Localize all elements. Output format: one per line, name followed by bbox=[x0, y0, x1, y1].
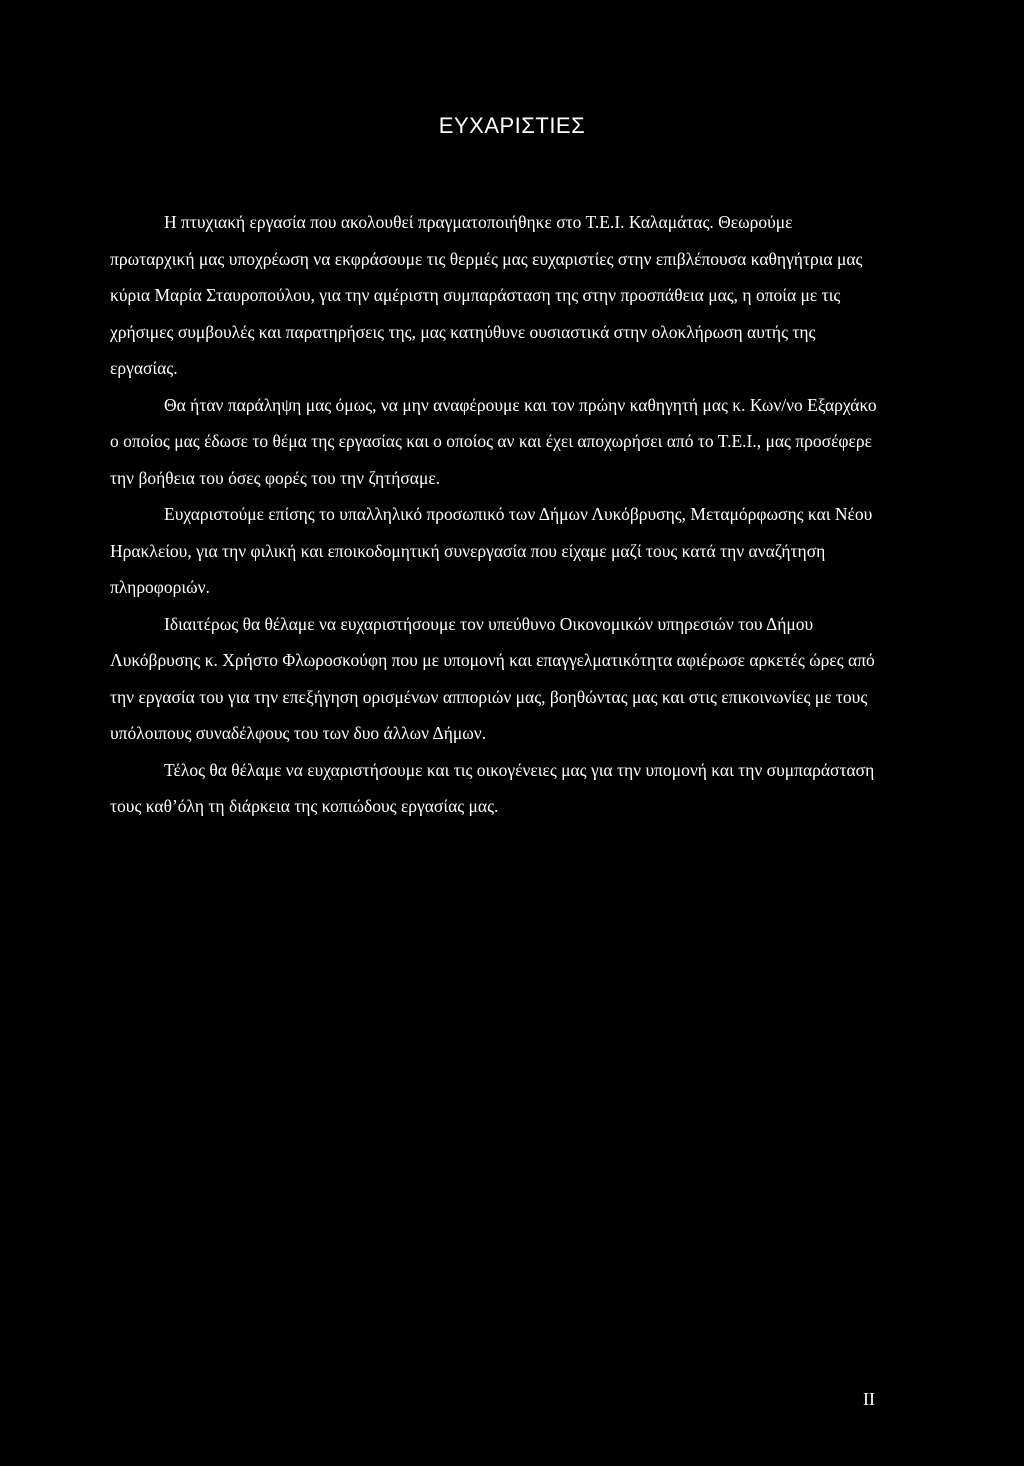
paragraph-3: Ευχαριστούμε επίσης το υπαλληλικό προσωπικό των Δήμων Λυκόβρυσης, Μεταμόρφωσης και Νέου Ηρακλείου, για την φιλική και εποικοδομητική συνεργασία που είχαμε μαζί τους κατά την αναζήτηση πληροφοριών. bbox=[110, 504, 873, 597]
acknowledgements-body bbox=[110, 204, 880, 825]
paragraph-5: Τέλος θα θέλαμε να ευχαριστήσουμε και τις οικογένειες μας για την υπομονή και την συμπαράσταση τους καθ’όλη τη διάρκεια της κοπιώδους εργασίας μας. bbox=[110, 759, 875, 816]
paragraph-1: Η πτυχιακή εργασία που ακολουθεί πραγματοποιήθηκε στο Τ.Ε.Ι. Καλαμάτας. Θεωρούμε πρωταρχική μας υποχρέωση να εκφράσουμε τις θερμές μας ευχαριστίες στην επιβλέπουσα καθηγήτρια μας κύρια Μαρία Σταυροπούλου, για την αμέριστη συμπαράσταση της στην προσπάθεια μας, η οποία με τις χρήσιμες συμβουλές και παρατηρήσεις της, μας κατηύθυνε ουσιαστικά στην ολοκλήρωση αυτής της εργασίας. bbox=[110, 212, 863, 378]
paragraph-2: Θα ήταν παράληψη μας όμως, να μην αναφέρουμε και τον πρώην καθηγητή μας κ. Κων/νο Εξαρχάκο ο οποίος μας έδωσε το θέμα της εργασίας και ο οποίος αν και έχει αποχωρήσει από το Τ.Ε.Ι., μας προσέφερε την βοήθεια του όσες φορές του την ζητήσαμε. bbox=[110, 394, 877, 488]
page-number: II bbox=[863, 1389, 875, 1409]
paragraph-4: Ιδιαιτέρως θα θέλαμε να ευχαριστήσουμε τον υπεύθυνο Οικονομικών υπηρεσιών του Δήμου Λυκόβρυσης κ. Χρήστο Φλωροσκούφη που με υπομονή και επαγγελματικότητα αφιέρωσε αρκετές ώρες από την εργασία του για την επεξήγηση ορισμένων απποριών μας, βοηθώντας μας και στις επικοινωνίες με τους υπόλοιπους συναδέλφους του των δυο άλλων Δήμων. bbox=[110, 613, 875, 743]
page-title: ΕΥΧΑΡΙΣΤΙΕΣ bbox=[438, 113, 586, 138]
